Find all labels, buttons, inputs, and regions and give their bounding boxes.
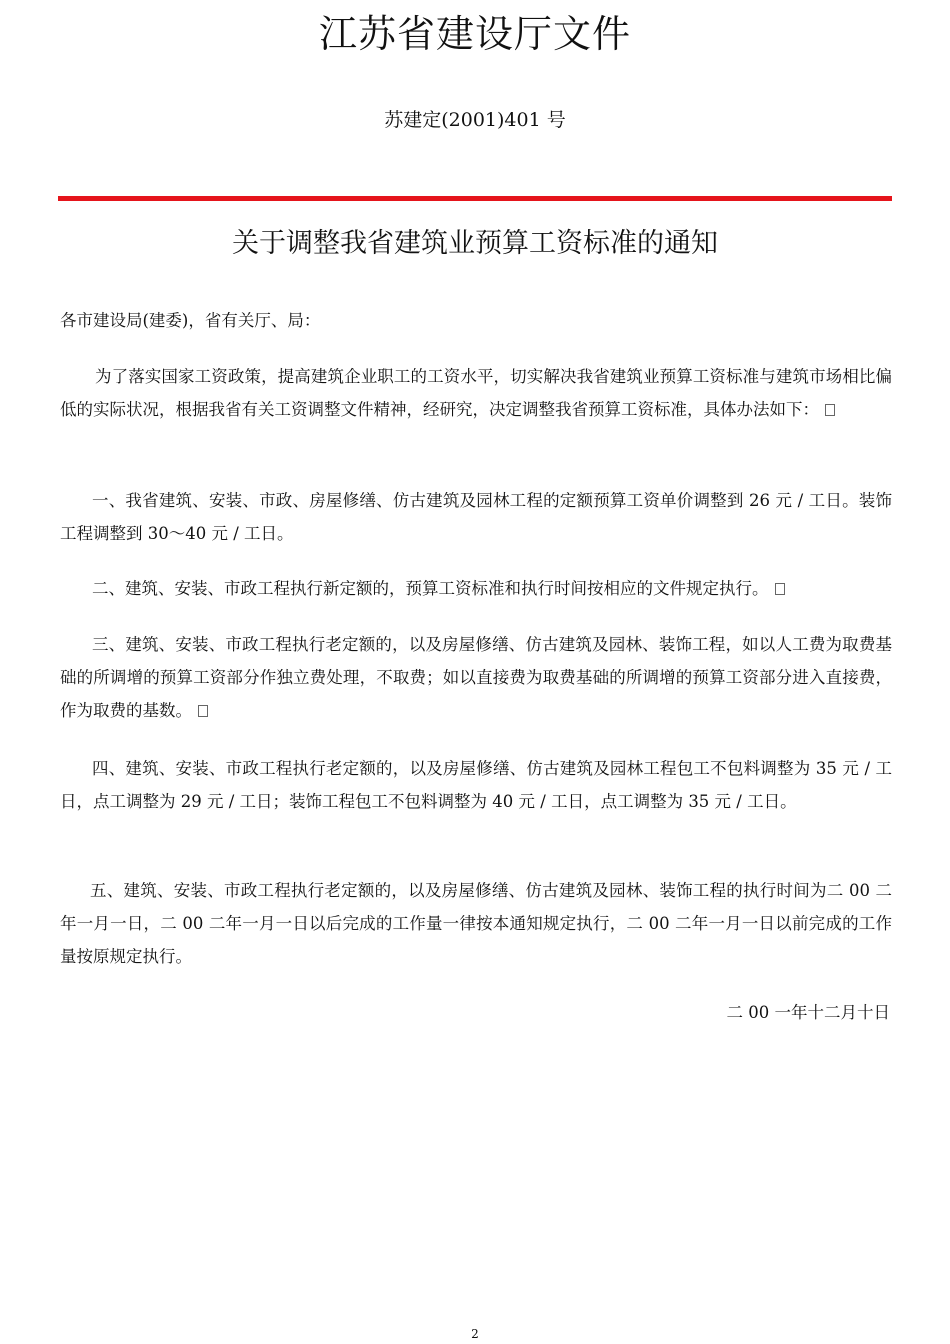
item-3-text: 三、建筑、安装、市政工程执行老定额的，以及房屋修缮、仿古建筑及园林、装饰工程，如以人工费为取费基础的所调增的预算工资部分作独立费处理，不取费；如以直接费为取费基础的所调增的预算工资部分进入直接费，作为取费的基数。 xyxy=(60,635,892,720)
notice-title: 关于调整我省建筑业预算工资标准的通知 xyxy=(232,228,718,259)
page-number: 2 xyxy=(471,1327,479,1341)
placeholder-box-icon xyxy=(775,583,785,595)
paragraph-item-2 xyxy=(60,572,892,605)
issue-date: 二 00 一年十二月十日 xyxy=(726,1003,890,1022)
intro-text: 为了落实国家工资政策，提高建筑企业职工的工资水平，切实解决我省建筑业预算工资标准与建筑市场相比偏低的实际状况，根据我省有关工资调整文件精神，经研究，决定调整我省预算工资标准，具体办法如下： xyxy=(60,367,892,419)
red-divider-rule xyxy=(58,196,892,201)
paragraph-item-3 xyxy=(60,628,892,727)
paragraph-item-1 xyxy=(60,484,892,550)
item-1-text: 一、我省建筑、安装、市政、房屋修缮、仿古建筑及园林工程的定额预算工资单价调整到 26 元 / 工日。装饰工程调整到 30～40 元 / 工日。 xyxy=(60,491,892,543)
item-2-text: 二、建筑、安装、市政工程执行新定额的，预算工资标准和执行时间按相应的文件规定执行。 xyxy=(92,579,769,598)
placeholder-box-icon xyxy=(825,404,835,416)
placeholder-box-icon xyxy=(198,705,208,717)
intro-paragraph xyxy=(60,360,892,426)
paragraph-item-5 xyxy=(60,874,892,973)
item-5-text: 五、建筑、安装、市政工程执行老定额的，以及房屋修缮、仿古建筑及园林、装饰工程的执行时间为二 00 二年一月一日，二 00 二年一月一日以后完成的工作量一律按本通知规定执行，二 00 二年一月一日以前完成的工作量按原规定执行。 xyxy=(60,881,892,966)
document-number: 苏建定(2001)401 号 xyxy=(384,109,566,131)
salutation: 各市建设局(建委)，省有关厅、局： xyxy=(60,311,321,330)
paragraph-item-4 xyxy=(60,752,892,818)
agency-title: 江苏省建设厅文件 xyxy=(318,12,631,56)
item-4-text: 四、建筑、安装、市政工程执行老定额的，以及房屋修缮、仿古建筑及园林工程包工不包料调整为 35 元 / 工日，点工调整为 29 元 / 工日；装饰工程包工不包料调整为 40 元 / 工日，点工调整为 35 元 / 工日。 xyxy=(60,759,892,811)
